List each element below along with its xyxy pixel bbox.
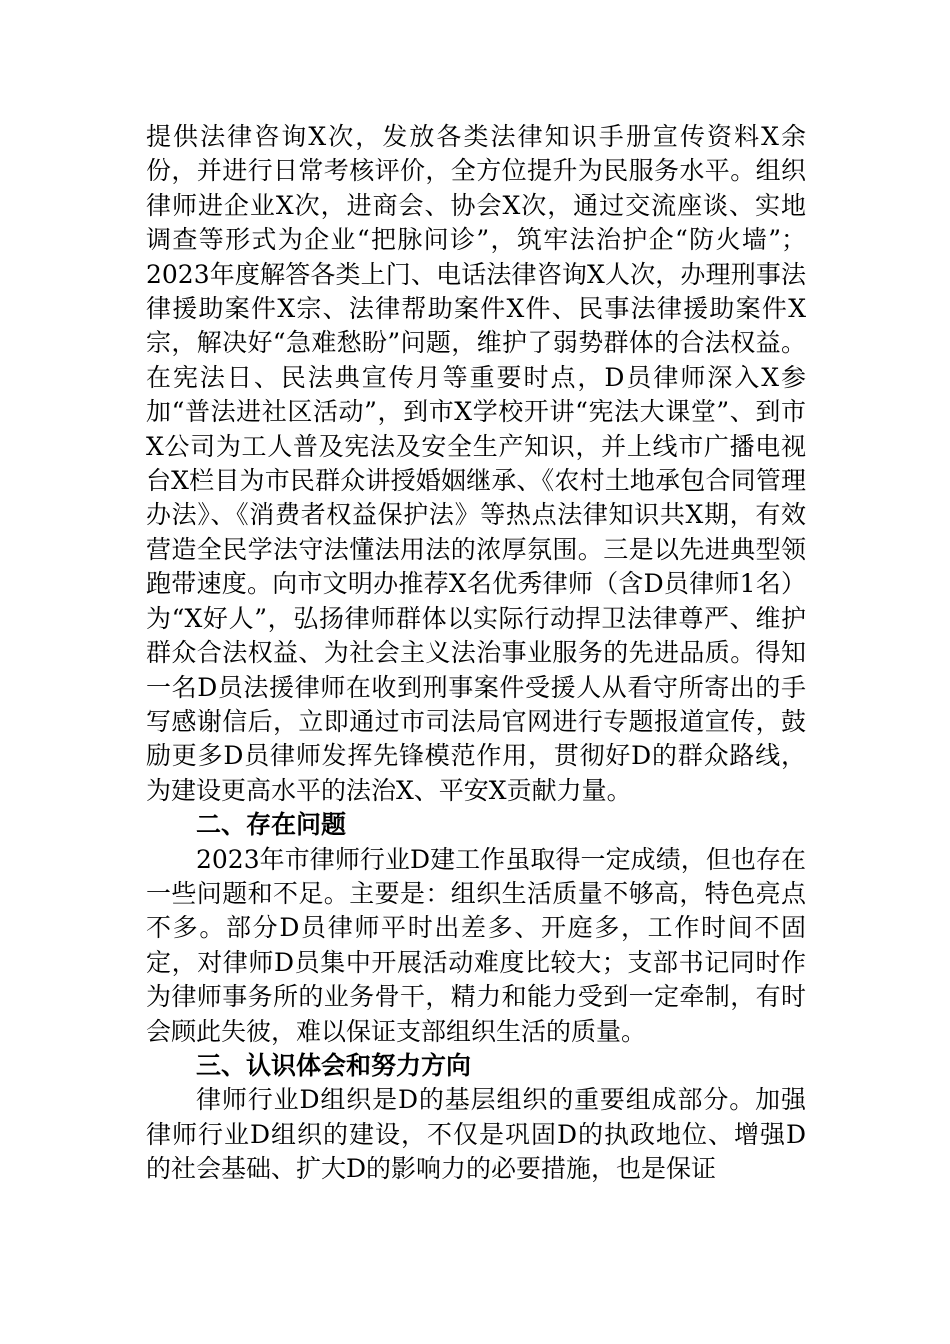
body-paragraph-2: 2023年市律师行业D建工作虽取得一定成绩，但也存在一些问题和不足。主要是：组织生活质量不够高，特色亮点不多。部分D员律师平时出差多、开庭多，工作时间不固定，对律师D员集中开展活动难度比较大；支部书记同时作为律师事务所的业务骨干，精力和能力受到一定牵制，有时会顾此失彼，难以保证支部组织生活的质量。 (146, 844, 806, 1046)
section-heading-problems: 二、存在问题 (196, 810, 347, 840)
body-paragraph-3: 律师行业D组织是D的基层组织的重要组成部分。加强律师行业D组织的建设，不仅是巩固D的执政地位、增强D的社会基础、扩大D的影响力的必要措施，也是保证 (146, 1085, 806, 1184)
document-body (146, 120, 806, 1187)
section-heading-direction: 三、认识体会和努力方向 (196, 1050, 472, 1080)
body-paragraph-1: 提供法律咨询X次，发放各类法律知识手册宣传资料X余份，并进行日常考核评价，全方位提升为民服务水平。组织律师进企业X次，进商会、协会X次，通过交流座谈、实地调查等形式为企业“把脉问诊”，筑牢法治护企“防火墙”；2023年度解答各类上门、电话法律咨询X人次，办理刑事法律援助案件X宗、法律帮助案件X件、民事法律援助案件X宗，解决好“急难愁盼”问题，维护了弱势群体的合法权益。在宪法日、民法典宣传月等重要时点，D员律师深入X参加“普法进社区活动”，到市X学校开讲“宪法大课堂”、到市X公司为工人普及宪法及安全生产知识，并上线市广播电视台X栏目为市民群众讲授婚姻继承、《农村土地承包合同管理办法》、《消费者权益保护法》等热点法律知识共X期，有效营造全民学法守法懂法用法的浓厚氛围。三是以先进典型领跑带速度。向市文明办推荐X名优秀律师（含D员律师1名）为“X好人”，弘扬律师群体以实际行动捍卫法律尊严、维护群众合法权益、为社会主义法治事业服务的先进品质。得知一名D员法援律师在收到刑事案件受援人从看守所寄出的手写感谢信后，立即通过市司法局官网进行专题报道宣传，鼓励更多D员律师发挥先锋模范作用，贯彻好D的群众路线，为建设更高水平的法治X、平安X贡献力量。 (146, 122, 806, 805)
